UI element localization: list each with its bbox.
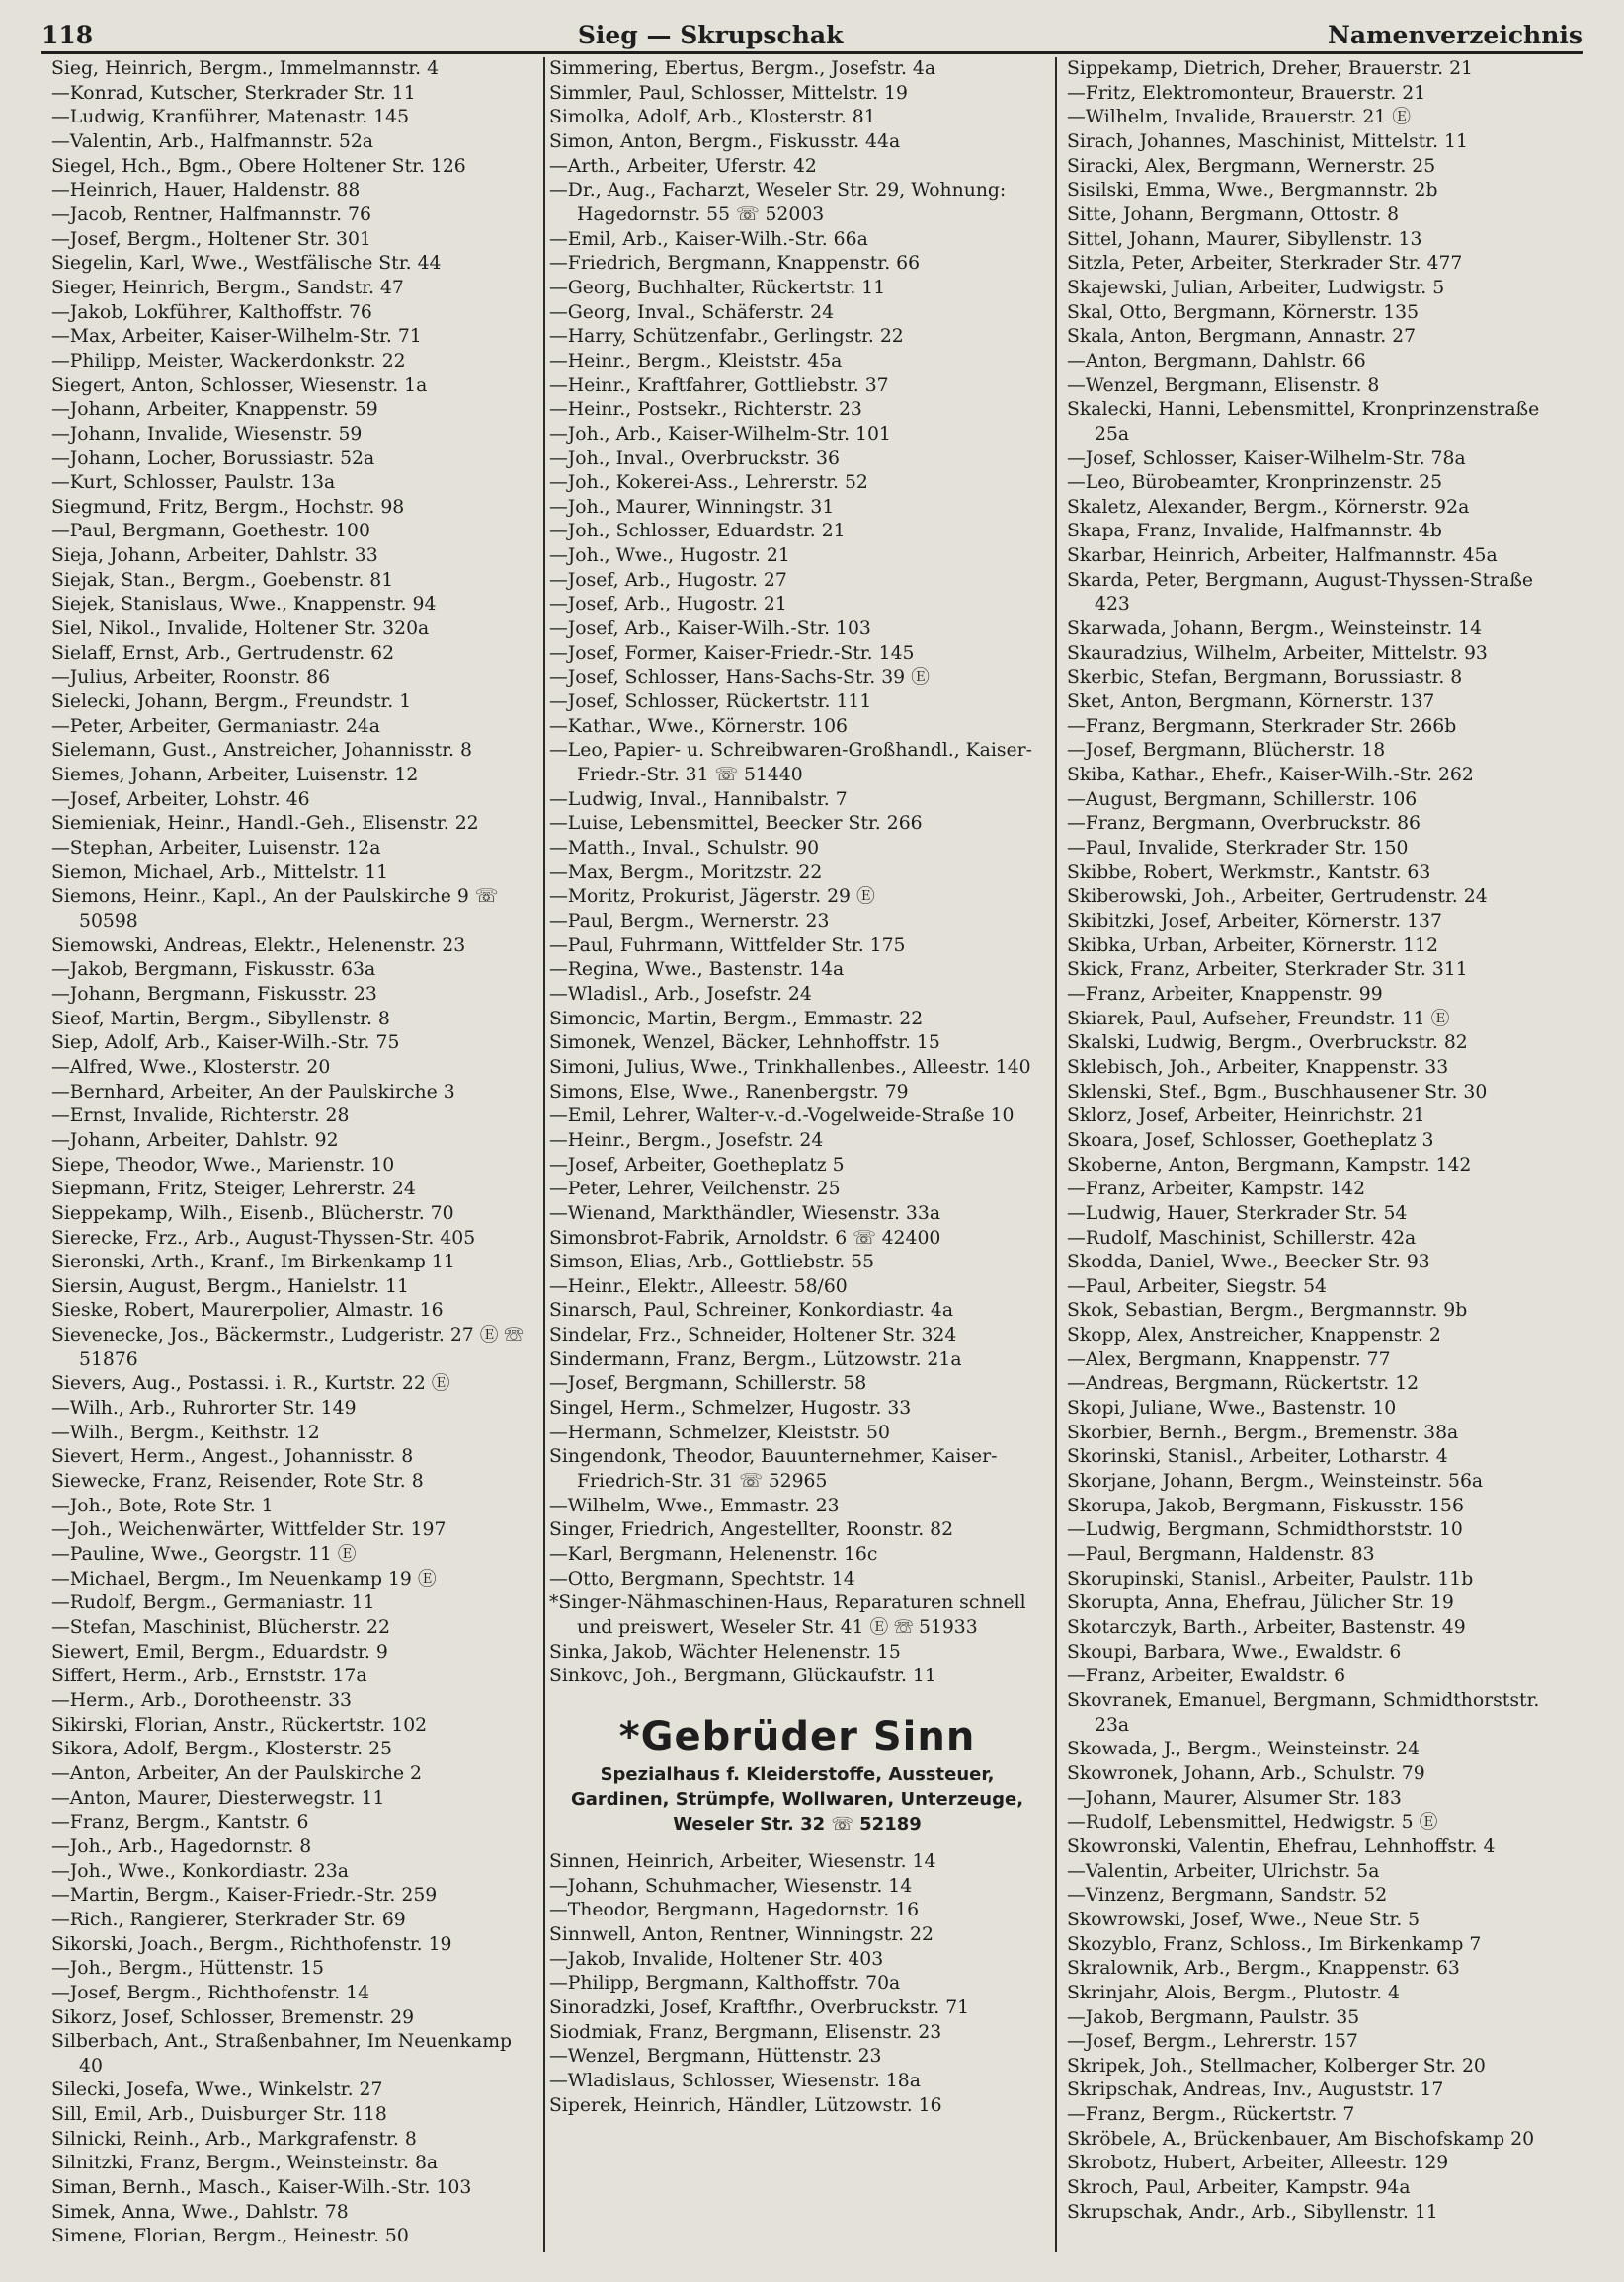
directory-entry: Siegelin, Karl, Wwe., Westfälische Str. 44 bbox=[51, 253, 442, 275]
directory-entry: Sievenecke, Jos., Bäckermstr., Ludgeristr. 27 Ⓔ ☏ 51876 bbox=[51, 1325, 524, 1370]
directory-entry: Skiba, Kathar., Ehefr., Kaiser-Wilh.-Str. 262 bbox=[1067, 765, 1474, 786]
directory-entry: —Harry, Schützenfabr., Gerlingstr. 22 bbox=[549, 326, 904, 348]
directory-entry: Sittel, Johann, Maurer, Sibyllenstr. 13 bbox=[1067, 228, 1422, 250]
directory-entry: —Valentin, Arbeiter, Ulrichstr. 5a bbox=[1067, 1860, 1380, 1882]
directory-entry: Sippekamp, Dietrich, Dreher, Brauerstr. 21 bbox=[1067, 58, 1473, 79]
directory-entry: Simonek, Wenzel, Bäcker, Lehnhoffstr. 15 bbox=[549, 1032, 940, 1054]
directory-entry: —Otto, Bergmann, Spechtstr. 14 bbox=[549, 1568, 855, 1589]
directory-entry: Skoupi, Barbara, Wwe., Ewaldstr. 6 bbox=[1067, 1641, 1402, 1663]
page-number: 118 bbox=[41, 21, 94, 49]
directory-entry: Skopi, Juliane, Wwe., Bastenstr. 10 bbox=[1067, 1398, 1397, 1420]
directory-entry: Siewert, Emil, Bergm., Eduardstr. 9 bbox=[51, 1641, 388, 1663]
directory-entry: Skarda, Peter, Bergmann, August-Thyssen-Straße 423 bbox=[1067, 569, 1534, 615]
directory-entry: Skrupschak, Andr., Arb., Sibyllenstr. 11 bbox=[1067, 2201, 1438, 2223]
directory-entry: —Johann, Arbeiter, Dahlstr. 92 bbox=[51, 1129, 339, 1151]
directory-entry: Skibitzki, Josef, Arbeiter, Körnerstr. 137 bbox=[1067, 910, 1442, 932]
directory-entry: Skick, Franz, Arbeiter, Sterkrader Str. 311 bbox=[1067, 959, 1468, 981]
directory-entry: Sieger, Heinrich, Bergm., Sandstr. 47 bbox=[51, 277, 404, 298]
directory-entry: —Joh., Arb., Kaiser-Wilhelm-Str. 101 bbox=[549, 423, 891, 445]
column-middle bbox=[549, 57, 1045, 2118]
directory-entry: —Jakob, Lokführer, Kalthoffstr. 76 bbox=[51, 301, 372, 323]
directory-entry: Siersin, August, Bergm., Hanielstr. 11 bbox=[51, 1275, 409, 1297]
directory-entry: —Moritz, Prokurist, Jägerstr. 29 Ⓔ bbox=[549, 886, 875, 908]
section-title: Namenverzeichnis bbox=[1328, 21, 1583, 49]
directory-entry: —Peter, Lehrer, Veilchenstr. 25 bbox=[549, 1179, 841, 1200]
directory-entry: —Herm., Arb., Dorotheenstr. 33 bbox=[51, 1689, 353, 1711]
directory-entry: —Theodor, Bergmann, Hagedornstr. 16 bbox=[549, 1900, 920, 1921]
directory-entry: Skibbe, Robert, Werkmstr., Kantstr. 63 bbox=[1067, 861, 1431, 883]
directory-entry: Singel, Herm., Schmelzer, Hugostr. 33 bbox=[549, 1398, 912, 1420]
directory-entry: Simon, Anton, Bergm., Fiskusstr. 44a bbox=[549, 130, 901, 152]
directory-entry: Simoni, Julius, Wwe., Trinkhallenbes., Alleestr. 140 bbox=[549, 1056, 1031, 1078]
directory-entry: —Georg, Inval., Schäferstr. 24 bbox=[549, 301, 835, 323]
directory-entry: —Philipp, Meister, Wackerdonkstr. 22 bbox=[51, 350, 406, 371]
directory-entry: Skopp, Alex, Anstreicher, Knappenstr. 2 bbox=[1067, 1325, 1441, 1346]
directory-entry: Sirach, Johannes, Maschinist, Mittelstr. 11 bbox=[1067, 130, 1468, 152]
directory-entry: Skripschak, Andreas, Inv., Auguststr. 17 bbox=[1067, 2079, 1444, 2101]
directory-entry: Skarwada, Johann, Bergm., Weinsteinstr. 14 bbox=[1067, 618, 1483, 640]
directory-entry: Sinnwell, Anton, Rentner, Winningstr. 22 bbox=[549, 1923, 934, 1945]
directory-entry: Skozyblo, Franz, Schloss., Im Birkenkamp 7 bbox=[1067, 1933, 1482, 1955]
directory-entry: —Franz, Arbeiter, Knappenstr. 99 bbox=[1067, 983, 1383, 1005]
directory-entry: Skiberowski, Joh., Arbeiter, Gertrudenstr. 24 bbox=[1067, 886, 1488, 908]
directory-entry: —Josef, Bergmann, Schillerstr. 58 bbox=[549, 1373, 867, 1395]
directory-entry: —Josef, Schlosser, Hans-Sachs-Str. 39 Ⓔ bbox=[549, 667, 930, 689]
directory-entry: —Pauline, Wwe., Georgstr. 11 Ⓔ bbox=[51, 1544, 357, 1566]
directory-entry: —Heinr., Bergm., Josefstr. 24 bbox=[549, 1129, 824, 1151]
directory-entry: Skoberne, Anton, Bergmann, Kampstr. 142 bbox=[1067, 1154, 1472, 1176]
directory-entry: —Jakob, Bergmann, Paulstr. 35 bbox=[1067, 2006, 1360, 2028]
directory-entry: Sklorz, Josef, Arbeiter, Heinrichstr. 21 bbox=[1067, 1105, 1425, 1127]
directory-entry: —Johann, Invalide, Wiesenstr. 59 bbox=[51, 423, 363, 445]
directory-entry: Siemon, Michael, Arb., Mittelstr. 11 bbox=[51, 861, 389, 883]
directory-entry: —Joh., Weichenwärter, Wittfelder Str. 197 bbox=[51, 1519, 447, 1541]
directory-entry: —Joh., Inval., Overbruckstr. 36 bbox=[549, 448, 840, 469]
directory-entry: Skovranek, Emanuel, Bergmann, Schmidthorststr. 23a bbox=[1067, 1689, 1540, 1736]
directory-entry: Sievers, Aug., Postassi. i. R., Kurtstr. 22 Ⓔ bbox=[51, 1373, 450, 1395]
directory-entry: —Ernst, Invalide, Richterstr. 28 bbox=[51, 1105, 350, 1127]
directory-entry: —Peter, Arbeiter, Germaniastr. 24a bbox=[51, 715, 380, 737]
directory-entry: —Heinr., Bergm., Kleiststr. 45a bbox=[549, 350, 843, 371]
directory-entry: —Bernhard, Arbeiter, An der Paulskirche 3 bbox=[51, 1081, 455, 1102]
directory-entry: —Paul, Bergmann, Haldenstr. 83 bbox=[1067, 1544, 1375, 1566]
directory-entry: —Heinr., Kraftfahrer, Gottliebstr. 37 bbox=[549, 374, 889, 396]
directory-entry: Sieof, Martin, Bergm., Sibyllenstr. 8 bbox=[51, 1008, 390, 1029]
directory-entry: Skotarczyk, Barth., Arbeiter, Bastenstr. 49 bbox=[1067, 1617, 1466, 1638]
directory-entry: —Josef, Schlosser, Rückertstr. 111 bbox=[549, 692, 872, 713]
directory-entry: —Ludwig, Inval., Hannibalstr. 7 bbox=[549, 788, 848, 810]
directory-entry: Siegmund, Fritz, Bergm., Hochstr. 98 bbox=[51, 496, 405, 518]
directory-entry: —Josef, Arbeiter, Goetheplatz 5 bbox=[549, 1154, 845, 1176]
directory-entry: —Wladisl., Arb., Josefstr. 24 bbox=[549, 983, 812, 1005]
directory-entry: —Valentin, Arb., Halfmannstr. 52a bbox=[51, 130, 373, 152]
directory-entry: —Joh., Bergm., Hüttenstr. 15 bbox=[51, 1958, 324, 1980]
directory-entry: —Heinr., Postsekr., Richterstr. 23 bbox=[549, 399, 862, 421]
directory-entry: Skok, Sebastian, Bergm., Bergmannstr. 9b bbox=[1067, 1300, 1468, 1322]
directory-entry: Skalski, Ludwig, Bergm., Overbruckstr. 82 bbox=[1067, 1032, 1468, 1054]
directory-entry: —Wilh., Arb., Ruhrorter Str. 149 bbox=[51, 1398, 357, 1420]
directory-entry: Skowronek, Johann, Arb., Schulstr. 79 bbox=[1067, 1762, 1425, 1784]
directory-entry: —Josef, Bergm., Holtener Str. 301 bbox=[51, 228, 371, 250]
directory-entry: —Franz, Arbeiter, Ewaldstr. 6 bbox=[1067, 1666, 1346, 1687]
directory-entry: Sitzla, Peter, Arbeiter, Sterkrader Str. 477 bbox=[1067, 253, 1463, 275]
directory-entry: Silberbach, Ant., Straßenbahner, Im Neuenkamp 40 bbox=[51, 2031, 513, 2077]
directory-entry: Skorbier, Bernh., Bergm., Bremenstr. 38a bbox=[1067, 1422, 1459, 1443]
directory-entry: Skorupinski, Stanisl., Arbeiter, Paulstr. 11b bbox=[1067, 1568, 1474, 1589]
directory-entry: —Josef, Arb., Kaiser-Wilh.-Str. 103 bbox=[549, 618, 871, 640]
directory-entry: —Ludwig, Hauer, Sterkrader Str. 54 bbox=[1067, 1202, 1408, 1224]
directory-entry: Simolka, Adolf, Arb., Klosterstr. 81 bbox=[549, 107, 876, 128]
directory-entry: —Anton, Arbeiter, An der Paulskirche 2 bbox=[51, 1762, 422, 1784]
directory-entry: Skrinjahr, Alois, Bergm., Plutostr. 4 bbox=[1067, 1982, 1400, 2003]
directory-entry: *Singer-Nähmaschinen-Haus, Reparaturen schnell und preiswert, Weseler Str. 41 Ⓔ ☏ 51933 bbox=[549, 1592, 1026, 1638]
directory-entry: —Josef, Arb., Hugostr. 21 bbox=[549, 594, 787, 615]
directory-entry: —Max, Arbeiter, Kaiser-Wilhelm-Str. 71 bbox=[51, 326, 422, 348]
directory-entry: Silecki, Josefa, Wwe., Winkelstr. 27 bbox=[51, 2079, 383, 2101]
directory-entry: Simene, Florian, Bergm., Heinestr. 50 bbox=[51, 2226, 409, 2247]
directory-entry: Skorjane, Johann, Bergm., Weinsteinstr. 56a bbox=[1067, 1471, 1484, 1493]
directory-entry: Sket, Anton, Bergmann, Körnerstr. 137 bbox=[1067, 692, 1435, 713]
directory-entry: Simonsbrot-Fabrik, Arnoldstr. 6 ☏ 42400 bbox=[549, 1227, 941, 1249]
directory-entry: Siejek, Stanislaus, Wwe., Knappenstr. 94 bbox=[51, 594, 437, 615]
directory-entry: Sinkovc, Joh., Bergmann, Glückaufstr. 11 bbox=[549, 1666, 936, 1687]
directory-entry: —Johann, Bergmann, Fiskusstr. 23 bbox=[51, 983, 377, 1005]
directory-entry: —Andreas, Bergmann, Rückertstr. 12 bbox=[1067, 1373, 1420, 1395]
directory-entry: —Jacob, Rentner, Halfmannstr. 76 bbox=[51, 204, 371, 225]
directory-entry: —Johann, Locher, Borussiastr. 52a bbox=[51, 448, 375, 469]
directory-entry: Skröbele, A., Brückenbauer, Am Bischofskamp 20 bbox=[1067, 2128, 1535, 2150]
directory-entry: —Michael, Bergm., Im Neuenkamp 19 Ⓔ bbox=[51, 1568, 437, 1589]
directory-entry: Sieja, Johann, Arbeiter, Dahlstr. 33 bbox=[51, 545, 378, 567]
directory-entry: Sieppekamp, Wilh., Eisenb., Blücherstr. 70 bbox=[51, 1202, 454, 1224]
directory-entry: —Max, Bergm., Moritzstr. 22 bbox=[549, 861, 823, 883]
directory-entry: Silnicki, Reinh., Arb., Markgrafenstr. 8 bbox=[51, 2128, 417, 2150]
directory-entry: —Josef, Arb., Hugostr. 27 bbox=[549, 569, 787, 591]
directory-entry: Sieg, Heinrich, Bergm., Immelmannstr. 4 bbox=[51, 58, 440, 79]
directory-entry: —Johann, Schuhmacher, Wiesenstr. 14 bbox=[549, 1875, 913, 1897]
directory-entry: Siemieniak, Heinr., Handl.-Geh., Elisenstr. 22 bbox=[51, 813, 479, 835]
directory-entry: —Alex, Bergmann, Knappenstr. 77 bbox=[1067, 1348, 1391, 1370]
directory-entry: —Josef, Arbeiter, Lohstr. 46 bbox=[51, 788, 310, 810]
directory-entry: Sikorski, Joach., Bergm., Richthofenstr. 19 bbox=[51, 1933, 452, 1955]
directory-entry: —Stefan, Maschinist, Blücherstr. 22 bbox=[51, 1617, 390, 1638]
directory-entry: —Anton, Bergmann, Dahlstr. 66 bbox=[1067, 350, 1366, 371]
directory-entry: —Josef, Bergmann, Blücherstr. 18 bbox=[1067, 740, 1386, 762]
directory-entry: —Kathar., Wwe., Körnerstr. 106 bbox=[549, 715, 848, 737]
directory-entry: Sindelar, Frz., Schneider, Holtener Str. 324 bbox=[549, 1325, 957, 1346]
directory-entry: Siman, Bernh., Masch., Kaiser-Wilh.-Str. 103 bbox=[51, 2177, 472, 2199]
directory-entry: Skripek, Joh., Stellmacher, Kolberger Str. 20 bbox=[1067, 2055, 1486, 2077]
directory-entry: Siemons, Heinr., Kapl., An der Paulskirche 9 ☏ 50598 bbox=[51, 886, 499, 932]
directory-entry: —Josef, Bergm., Lehrerstr. 157 bbox=[1067, 2031, 1358, 2053]
directory-entry: —Joh., Maurer, Winningstr. 31 bbox=[549, 496, 835, 518]
directory-entry: —Franz, Arbeiter, Kampstr. 142 bbox=[1067, 1179, 1366, 1200]
directory-entry: —Joh., Wwe., Hugostr. 21 bbox=[549, 545, 790, 567]
directory-entry: Skajewski, Julian, Arbeiter, Ludwigstr. 5 bbox=[1067, 277, 1445, 298]
directory-entry: Sikorz, Josef, Schlosser, Bremenstr. 29 bbox=[51, 2006, 415, 2028]
directory-entry: —Franz, Bergmann, Overbruckstr. 86 bbox=[1067, 813, 1421, 835]
column-middle-entries bbox=[549, 57, 1045, 1689]
directory-entry: —Fritz, Elektromonteur, Brauerstr. 21 bbox=[1067, 82, 1426, 104]
directory-entry: —Heinrich, Hauer, Haldenstr. 88 bbox=[51, 180, 361, 202]
column-divider bbox=[1055, 57, 1057, 2252]
directory-entry: Sitte, Johann, Bergmann, Ottostr. 8 bbox=[1067, 204, 1400, 225]
directory-entry: —Wladislaus, Schlosser, Wiesenstr. 18a bbox=[549, 2070, 921, 2091]
directory-entry: Simoncic, Martin, Bergm., Emmastr. 22 bbox=[549, 1008, 924, 1029]
page-header bbox=[41, 14, 1583, 49]
directory-entry: Skerbic, Stefan, Bergmann, Borussiastr. 8 bbox=[1067, 667, 1463, 689]
directory-entry: —Rich., Rangierer, Sterkrader Str. 69 bbox=[51, 1909, 406, 1930]
directory-entry: Sklenski, Stef., Bgm., Buschhausener Str. 30 bbox=[1067, 1081, 1488, 1102]
directory-entry: —Hermann, Schmelzer, Kleiststr. 50 bbox=[549, 1422, 890, 1443]
directory-entry: Sieronski, Arth., Kranf., Im Birkenkamp 11 bbox=[51, 1252, 455, 1273]
directory-entry: Skrobotz, Hubert, Arbeiter, Alleestr. 129 bbox=[1067, 2153, 1449, 2174]
directory-entry: Sklebisch, Joh., Arbeiter, Knappenstr. 33 bbox=[1067, 1056, 1449, 1078]
page-range-title: Sieg — Skrupschak bbox=[577, 21, 844, 49]
directory-entry: Skapa, Franz, Invalide, Halfmannstr. 4b bbox=[1067, 521, 1442, 542]
directory-entry: Simson, Elias, Arb., Gottliebstr. 55 bbox=[549, 1252, 875, 1273]
directory-entry: —Johann, Maurer, Alsumer Str. 183 bbox=[1067, 1787, 1402, 1809]
directory-entry: Sielecki, Johann, Bergm., Freundstr. 1 bbox=[51, 692, 412, 713]
directory-entry: —Franz, Bergm., Rückertstr. 7 bbox=[1067, 2104, 1355, 2126]
directory-entry: Sielemann, Gust., Anstreicher, Johannisstr. 8 bbox=[51, 740, 472, 762]
directory-entry: Skorupta, Anna, Ehefrau, Jülicher Str. 19 bbox=[1067, 1592, 1454, 1614]
directory-entry: —Joh., Wwe., Konkordiastr. 23a bbox=[51, 1860, 349, 1882]
directory-entry: Skralownik, Arb., Bergm., Knappenstr. 63 bbox=[1067, 1958, 1460, 1980]
directory-entry: —Regina, Wwe., Bastenstr. 14a bbox=[549, 959, 845, 981]
directory-entry: Siepe, Theodor, Wwe., Marienstr. 10 bbox=[51, 1154, 395, 1176]
advertisement-title: *Gebrüder Sinn bbox=[618, 1713, 976, 1759]
directory-entry: —Rudolf, Lebensmittel, Hedwigstr. 5 Ⓔ bbox=[1067, 1812, 1438, 1834]
directory-entry: Sinka, Jakob, Wächter Helenenstr. 15 bbox=[549, 1641, 901, 1663]
directory-entry: Siep, Adolf, Arb., Kaiser-Wilh.-Str. 75 bbox=[51, 1032, 400, 1054]
directory-entry: —Friedrich, Bergmann, Knappenstr. 66 bbox=[549, 253, 921, 275]
directory-entry: Skowrowski, Josef, Wwe., Neue Str. 5 bbox=[1067, 1909, 1421, 1930]
directory-entry: Simek, Anna, Wwe., Dahlstr. 78 bbox=[51, 2201, 349, 2223]
directory-entry: —Stephan, Arbeiter, Luisenstr. 12a bbox=[51, 838, 381, 858]
directory-entry: —Leo, Papier- u. Schreibwaren-Großhandl., Kaiser-Friedr.-Str. 31 ☏ 51440 bbox=[549, 740, 1032, 786]
directory-entry: Skibka, Urban, Arbeiter, Körnerstr. 112 bbox=[1067, 935, 1438, 956]
directory-entry: Siel, Nikol., Invalide, Holtener Str. 320a bbox=[51, 618, 430, 640]
directory-entry: —August, Bergmann, Schillerstr. 106 bbox=[1067, 788, 1418, 810]
directory-entry: Skowada, J., Bergm., Weinsteinstr. 24 bbox=[1067, 1739, 1420, 1760]
advertisement-gebrueder-sinn bbox=[549, 1711, 1045, 1836]
directory-entry: Siemes, Johann, Arbeiter, Luisenstr. 12 bbox=[51, 765, 419, 786]
directory-entry: Siepmann, Fritz, Steiger, Lehrerstr. 24 bbox=[51, 1179, 416, 1200]
directory-entry: Siemowski, Andreas, Elektr., Helenenstr. 23 bbox=[51, 935, 466, 956]
directory-entry: Skauradzius, Wilhelm, Arbeiter, Mittelstr. 93 bbox=[1067, 642, 1488, 664]
directory-entry: Siperek, Heinrich, Händler, Lützowstr. 16 bbox=[549, 2094, 942, 2116]
directory-entry: —Karl, Bergmann, Helenenstr. 16c bbox=[549, 1544, 878, 1566]
directory-entry: Skala, Anton, Bergmann, Annastr. 27 bbox=[1067, 326, 1417, 348]
directory-entry: Skowronski, Valentin, Ehefrau, Lehnhoffstr. 4 bbox=[1067, 1835, 1496, 1857]
directory-entry: —Dr., Aug., Facharzt, Weseler Str. 29, Wohnung: Hagedornstr. 55 ☏ 52003 bbox=[549, 180, 1007, 225]
directory-entry: —Emil, Arb., Kaiser-Wilh.-Str. 66a bbox=[549, 228, 868, 250]
directory-entry: Sinarsch, Paul, Schreiner, Konkordiastr. 4a bbox=[549, 1300, 954, 1322]
directory-entry: —Anton, Maurer, Diesterwegstr. 11 bbox=[51, 1787, 385, 1809]
directory-entry: —Wilh., Bergm., Keithstr. 12 bbox=[51, 1422, 320, 1443]
directory-entry: Skoara, Josef, Schlosser, Goetheplatz 3 bbox=[1067, 1129, 1434, 1151]
directory-entry: —Kurt, Schlosser, Paulstr. 13a bbox=[51, 472, 336, 494]
directory-entry: Sielaff, Ernst, Arb., Gertrudenstr. 62 bbox=[51, 642, 395, 664]
directory-entry: —Joh., Arb., Hagedornstr. 8 bbox=[51, 1835, 312, 1857]
directory-entry: —Paul, Arbeiter, Siegstr. 54 bbox=[1067, 1275, 1327, 1297]
directory-entry: —Joh., Bote, Rote Str. 1 bbox=[51, 1495, 274, 1516]
directory-entry: —Arth., Arbeiter, Uferstr. 42 bbox=[549, 155, 817, 177]
header-rule bbox=[41, 51, 1583, 54]
directory-entry: —Philipp, Bergmann, Kalthoffstr. 70a bbox=[549, 1973, 901, 1995]
directory-entry: —Paul, Bergm., Wernerstr. 23 bbox=[549, 910, 830, 932]
directory-entry: —Franz, Bergm., Kantstr. 6 bbox=[51, 1812, 309, 1834]
directory-entry: Sievert, Herm., Angest., Johannisstr. 8 bbox=[51, 1446, 414, 1468]
column-middle-entries-after-ad bbox=[549, 1850, 1045, 2118]
directory-entry: —Jakob, Invalide, Holtener Str. 403 bbox=[549, 1948, 884, 1970]
directory-entry: —Joh., Schlosser, Eduardstr. 21 bbox=[549, 521, 846, 542]
directory-entry: —Johann, Arbeiter, Knappenstr. 59 bbox=[51, 399, 378, 421]
directory-entry: —Joh., Kokerei-Ass., Lehrerstr. 52 bbox=[549, 472, 868, 494]
directory-entry: Skalecki, Hanni, Lebensmittel, Kronprinzenstraße 25a bbox=[1067, 399, 1540, 445]
directory-entry: Siracki, Alex, Bergmann, Wernerstr. 25 bbox=[1067, 155, 1436, 177]
directory-entry: —Matth., Inval., Schulstr. 90 bbox=[549, 838, 820, 858]
directory-entry: Sinnen, Heinrich, Arbeiter, Wiesenstr. 14 bbox=[549, 1850, 936, 1872]
directory-entry: —Wilhelm, Wwe., Emmastr. 23 bbox=[549, 1495, 840, 1516]
column-divider bbox=[543, 57, 545, 2252]
directory-entry: —Josef, Bergm., Richthofenstr. 14 bbox=[51, 1982, 370, 2003]
directory-entry: Skroch, Paul, Arbeiter, Kampstr. 94a bbox=[1067, 2177, 1411, 2199]
directory-entry: —Paul, Bergmann, Goethestr. 100 bbox=[51, 521, 370, 542]
directory-entry: Sikora, Adolf, Bergm., Klosterstr. 25 bbox=[51, 1739, 392, 1760]
directory-entry: Sikirski, Florian, Anstr., Rückertstr. 102 bbox=[51, 1714, 428, 1736]
directory-entry: Skorupa, Jakob, Bergmann, Fiskusstr. 156 bbox=[1067, 1495, 1464, 1516]
directory-entry: —Leo, Bürobeamter, Kronprinzenstr. 25 bbox=[1067, 472, 1443, 494]
directory-entry: Skal, Otto, Bergmann, Körnerstr. 135 bbox=[1067, 301, 1420, 323]
directory-entry: Simons, Else, Wwe., Ranenbergstr. 79 bbox=[549, 1081, 909, 1102]
directory-entry: Skodda, Daniel, Wwe., Beecker Str. 93 bbox=[1067, 1252, 1430, 1273]
directory-entry: Skiarek, Paul, Aufseher, Freundstr. 11 Ⓔ bbox=[1067, 1008, 1450, 1029]
directory-entry: Singer, Friedrich, Angestellter, Roonstr. 82 bbox=[549, 1519, 954, 1541]
column-right bbox=[1067, 57, 1569, 2225]
directory-entry: Sierecke, Frz., Arb., August-Thyssen-Str. 405 bbox=[51, 1227, 476, 1249]
directory-entry: Sill, Emil, Arb., Duisburger Str. 118 bbox=[51, 2104, 387, 2126]
directory-entry: —Julius, Arbeiter, Roonstr. 86 bbox=[51, 667, 331, 689]
directory-entry: Skarbar, Heinrich, Arbeiter, Halfmannstr. 45a bbox=[1067, 545, 1498, 567]
directory-entry: —Luise, Lebensmittel, Beecker Str. 266 bbox=[549, 813, 923, 835]
directory-entry: —Emil, Lehrer, Walter-v.-d.-Vogelweide-Straße 10 bbox=[549, 1105, 1015, 1127]
directory-entry: Siejak, Stan., Bergm., Goebenstr. 81 bbox=[51, 569, 394, 591]
directory-entry: Siegel, Hch., Bgm., Obere Holtener Str. 126 bbox=[51, 155, 466, 177]
directory-entry: Siegert, Anton, Schlosser, Wiesenstr. 1a bbox=[51, 374, 428, 396]
directory-entry: Siewecke, Franz, Reisender, Rote Str. 8 bbox=[51, 1471, 424, 1493]
directory-entry: Siffert, Herm., Arb., Ernststr. 17a bbox=[51, 1666, 367, 1687]
directory-entry: —Wilhelm, Invalide, Brauerstr. 21 Ⓔ bbox=[1067, 107, 1412, 128]
directory-entry: —Georg, Buchhalter, Rückertstr. 11 bbox=[549, 277, 886, 298]
directory-entry: Skorinski, Stanisl., Arbeiter, Lotharstr. 4 bbox=[1067, 1446, 1448, 1468]
directory-entry: Silnitzki, Franz, Bergm., Weinsteinstr. 8a bbox=[51, 2153, 439, 2174]
directory-entry: —Vinzenz, Bergmann, Sandstr. 52 bbox=[1067, 1885, 1388, 1907]
directory-entry: —Wenzel, Bergmann, Hüttenstr. 23 bbox=[549, 2046, 882, 2068]
directory-entry: Skaletz, Alexander, Bergm., Körnerstr. 92a bbox=[1067, 496, 1470, 518]
directory-entry: —Paul, Fuhrmann, Wittfelder Str. 175 bbox=[549, 935, 906, 956]
directory-entry: —Paul, Invalide, Sterkrader Str. 150 bbox=[1067, 838, 1409, 858]
directory-entry: Simmering, Ebertus, Bergm., Josefstr. 4a bbox=[549, 58, 936, 79]
directory-entry: —Martin, Bergm., Kaiser-Friedr.-Str. 259 bbox=[51, 1885, 438, 1907]
directory-entry: —Jakob, Bergmann, Fiskusstr. 63a bbox=[51, 959, 376, 981]
directory-entry: —Josef, Schlosser, Kaiser-Wilhelm-Str. 78a bbox=[1067, 448, 1466, 469]
directory-entry: —Franz, Bergmann, Sterkrader Str. 266b bbox=[1067, 715, 1457, 737]
directory-entry: Sisilski, Emma, Wwe., Bergmannstr. 2b bbox=[1067, 180, 1438, 202]
column-left bbox=[51, 57, 539, 2249]
directory-entry: —Ludwig, Bergmann, Schmidthorststr. 10 bbox=[1067, 1519, 1463, 1541]
directory-entry: —Rudolf, Maschinist, Schillerstr. 42a bbox=[1067, 1227, 1417, 1249]
directory-entry: Sinoradzki, Josef, Kraftfhr., Overbruckstr. 71 bbox=[549, 1997, 970, 2018]
directory-entry: Siodmiak, Franz, Bergmann, Elisenstr. 23 bbox=[549, 2021, 942, 2043]
directory-entry: —Heinr., Elektr., Alleestr. 58/60 bbox=[549, 1275, 848, 1297]
directory-entry: —Alfred, Wwe., Klosterstr. 20 bbox=[51, 1056, 331, 1078]
directory-entry: —Josef, Former, Kaiser-Friedr.-Str. 145 bbox=[549, 642, 915, 664]
directory-entry: —Konrad, Kutscher, Sterkrader Str. 11 bbox=[51, 82, 416, 104]
directory-entry: Sieske, Robert, Maurerpolier, Almastr. 16 bbox=[51, 1300, 444, 1322]
directory-entry: Sindermann, Franz, Bergm., Lützowstr. 21a bbox=[549, 1348, 962, 1370]
directory-entry: —Wenzel, Bergmann, Elisenstr. 8 bbox=[1067, 374, 1380, 396]
directory-entry: —Ludwig, Kranführer, Matenastr. 145 bbox=[51, 107, 410, 128]
directory-entry: Singendonk, Theodor, Bauunternehmer, Kaiser-Friedrich-Str. 31 ☏ 52965 bbox=[549, 1446, 998, 1493]
directory-entry: Simmler, Paul, Schlosser, Mittelstr. 19 bbox=[549, 82, 908, 104]
directory-entry: —Rudolf, Bergm., Germaniastr. 11 bbox=[51, 1592, 375, 1614]
advertisement-text: Spezialhaus f. Kleiderstoffe, Aussteuer, Gardinen, Strümpfe, Wollwaren, Unterzeuge, Weseler Str. 32 ☏ 52189 bbox=[570, 1763, 1024, 1834]
directory-entry: —Wienand, Markthändler, Wiesenstr. 33a bbox=[549, 1202, 941, 1224]
